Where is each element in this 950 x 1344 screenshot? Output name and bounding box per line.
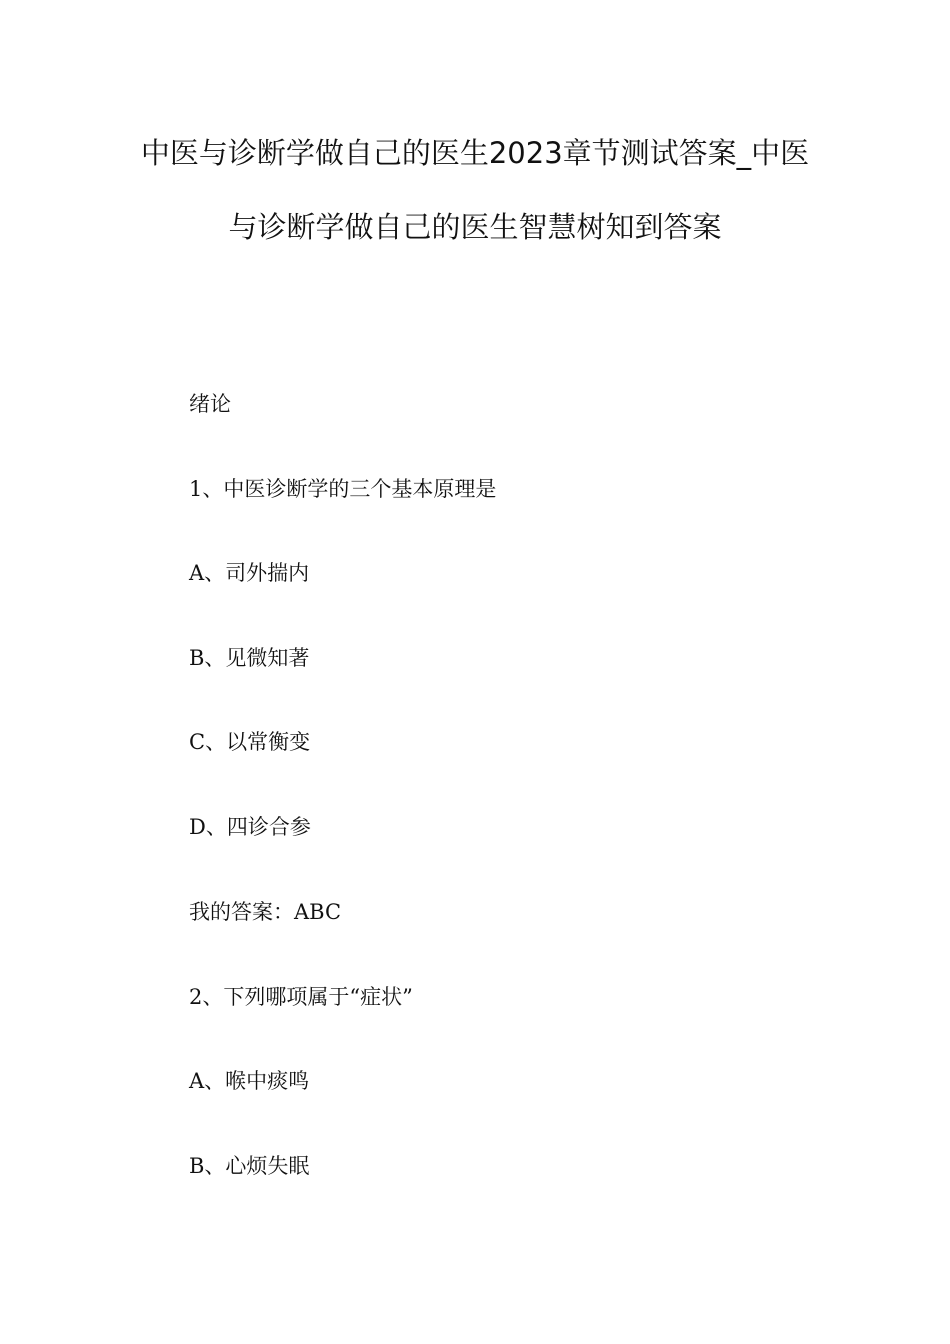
question-1-option-b: B、见微知著 [189,646,310,670]
document-title-line-1: 中医与诊断学做自己的医生2023章节测试答案_中医 [140,136,810,170]
question-2-option-a: A、喉中痰鸣 [189,1069,310,1093]
document-title-line-2: 与诊断学做自己的医生智慧树知到答案 [228,210,722,244]
question-1-my-answer: 我的答案：ABC [189,900,342,924]
section-heading: 绪论 [189,392,231,416]
question-1-option-d: D、四诊合参 [189,815,311,839]
question-1-option-a: A、司外揣内 [189,561,310,585]
question-2-text: 2、下列哪项属于“症状” [189,985,413,1009]
question-1-text: 1、中医诊断学的三个基本原理是 [189,477,497,501]
question-2-option-b: B、心烦失眠 [189,1154,310,1178]
question-1-option-c: C、以常衡变 [189,730,311,754]
